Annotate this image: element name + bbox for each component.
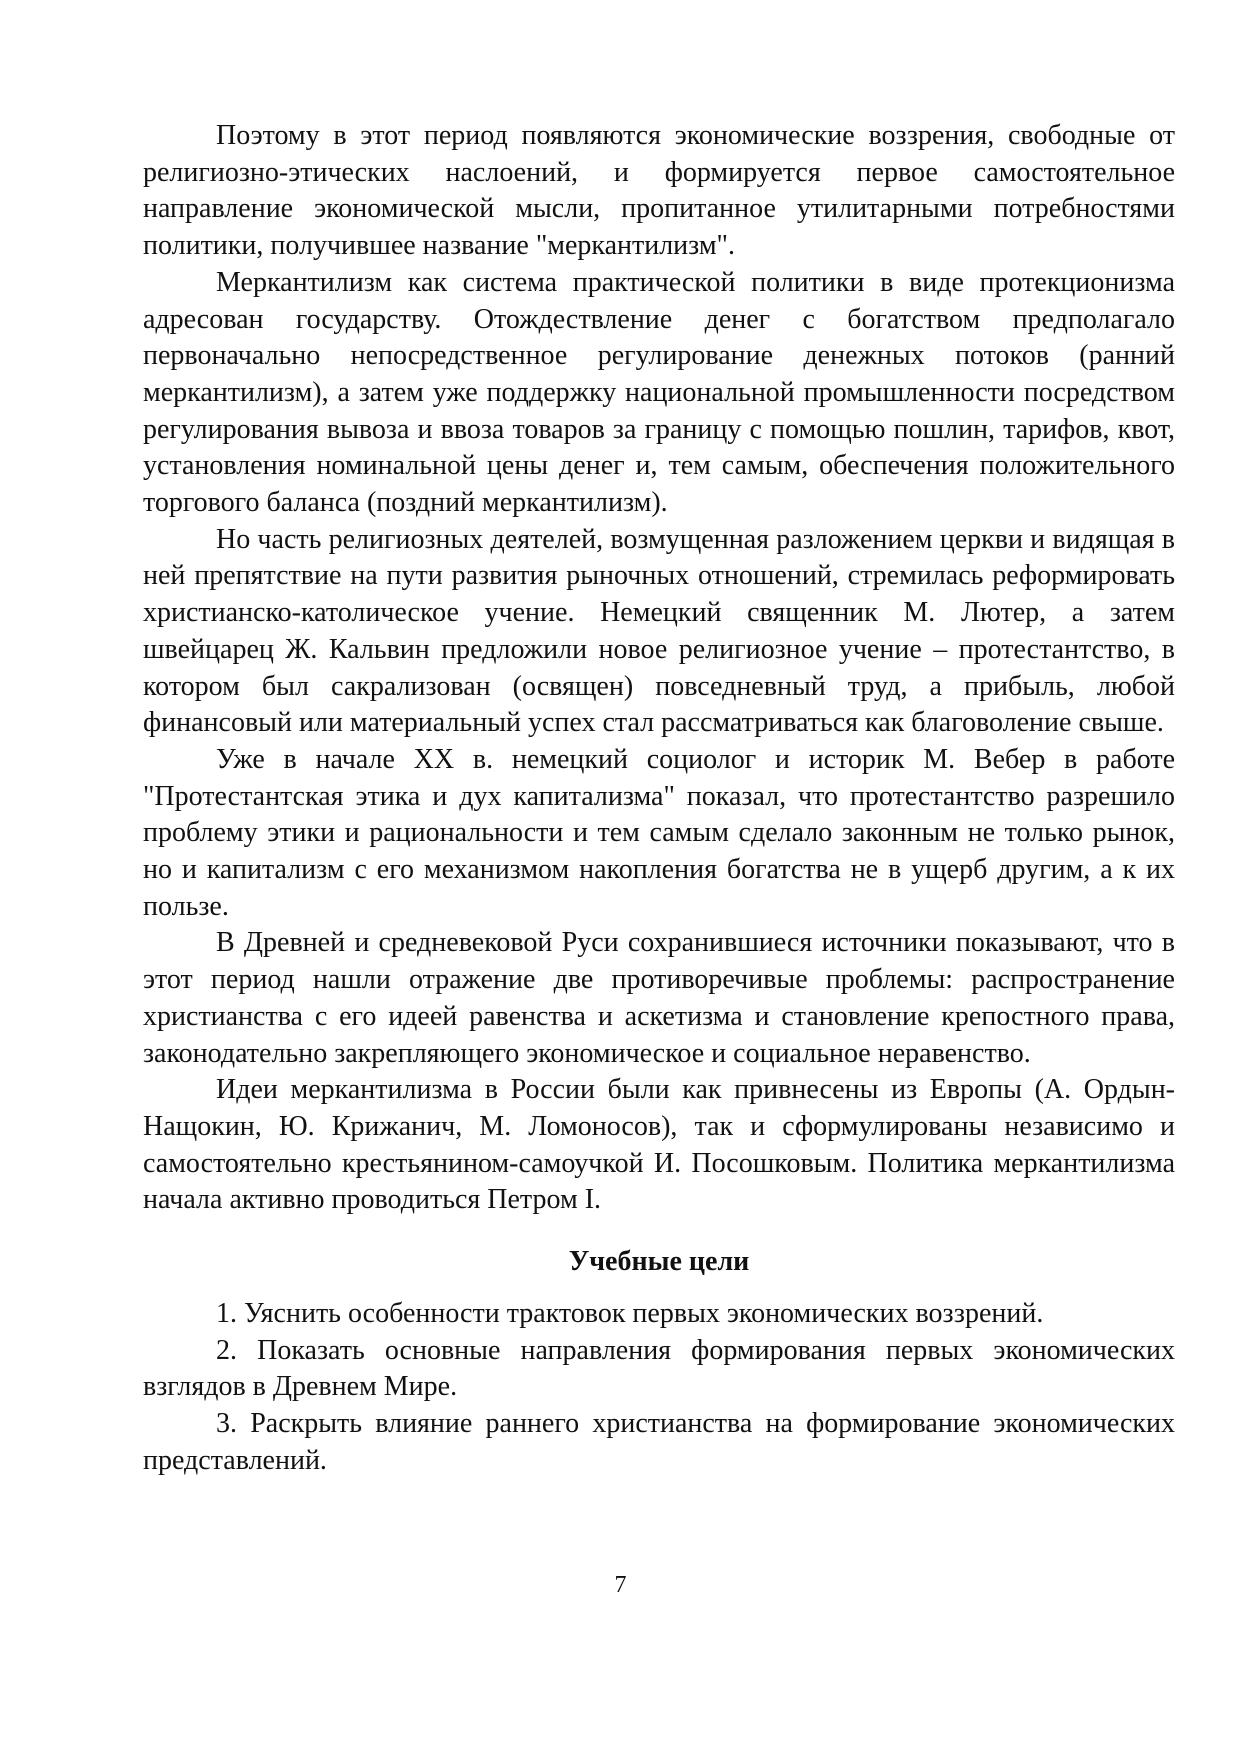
paragraph-weber: Уже в начале XX в. немецкий социолог и историк М. Вебер в работе "Протестантская этика и дух капитализма" показал, что протестантство разрешило проблему этики и рациональности и тем самым сделало законным не только рынок, но и капитализм с его механизмом накопления богатства не в ущерб другим, а к их пользе. (143, 743, 1175, 922)
page-number: 7 (614, 1572, 627, 1598)
goal-item: 2. Показать основные направления формирования первых экономических взглядов в Древнем Мире. (143, 1334, 1175, 1403)
goal-item: 1. Уяснить особенности трактовок первых экономических воззрений. (216, 1297, 1044, 1329)
section-heading: Учебные цели (568, 1246, 750, 1278)
goals-list (143, 1296, 1175, 1480)
paragraph-protestantism: Но часть религиозных деятелей, возмущенная разложением церкви и видящая в ней препятствие на пути развития рыночных отношений, стремилась реформировать христианско-католическое учение. Немецкий священник М. Лютер, а затем швейцарец Ж. Кальвин предложили новое религиозное учение – протестантство, в котором был сакрализован (освящен) повседневный труд, а прибыль, любой финансовый или материальный успех стал рассматриваться как благоволение свыше. (143, 523, 1175, 739)
paragraph-russian-mercantilism: Идеи меркантилизма в России были как привнесены из Европы (А. Ордын-Нащокин, Ю. Крижанич, М. Ломоносов), так и сформулированы независимо и самостоятельно крестьянином-самоучкой И. Посошковым. Политика меркантилизма начала активно проводиться Петром I. (143, 1074, 1175, 1216)
paragraph-mercantilism-policy: Меркантилизм как система практической политики в виде протекционизма адресован государству. Отождествление денег с богатством предполагало первоначально непосредственное регулирование денежных потоков (ранний меркантилизм), а затем уже поддержку национальной промышленности посредством регулирования вывоза и ввоза товаров за границу с помощью пошлин, тарифов, квот, установления номинальной цены денег и, тем самым, обеспечения положительного торгового баланса (поздний меркантилизм). (143, 266, 1175, 519)
paragraph-mercantilism-origin: Поэтому в этот период появляются экономические воззрения, свободные от религиозно-этических наслоений, и формируется первое самостоятельное направление экономической мысли, пропитанное утилитарными потребностями политики, получившее название "меркантилизм". (143, 120, 1175, 262)
goal-item: 3. Раскрыть влияние раннего христианства на формирование экономических представлений. (143, 1407, 1175, 1476)
page-body (143, 118, 1175, 1479)
paragraph-ancient-rus: В Древней и средневековой Руси сохранившиеся источники показывают, что в этот период нашли отражение две противоречивые проблемы: распространение христианства с его идеей равенства и аскетизма и становление крепостного права, законодательно закрепляющего экономическое и социальное неравенство. (143, 927, 1175, 1069)
